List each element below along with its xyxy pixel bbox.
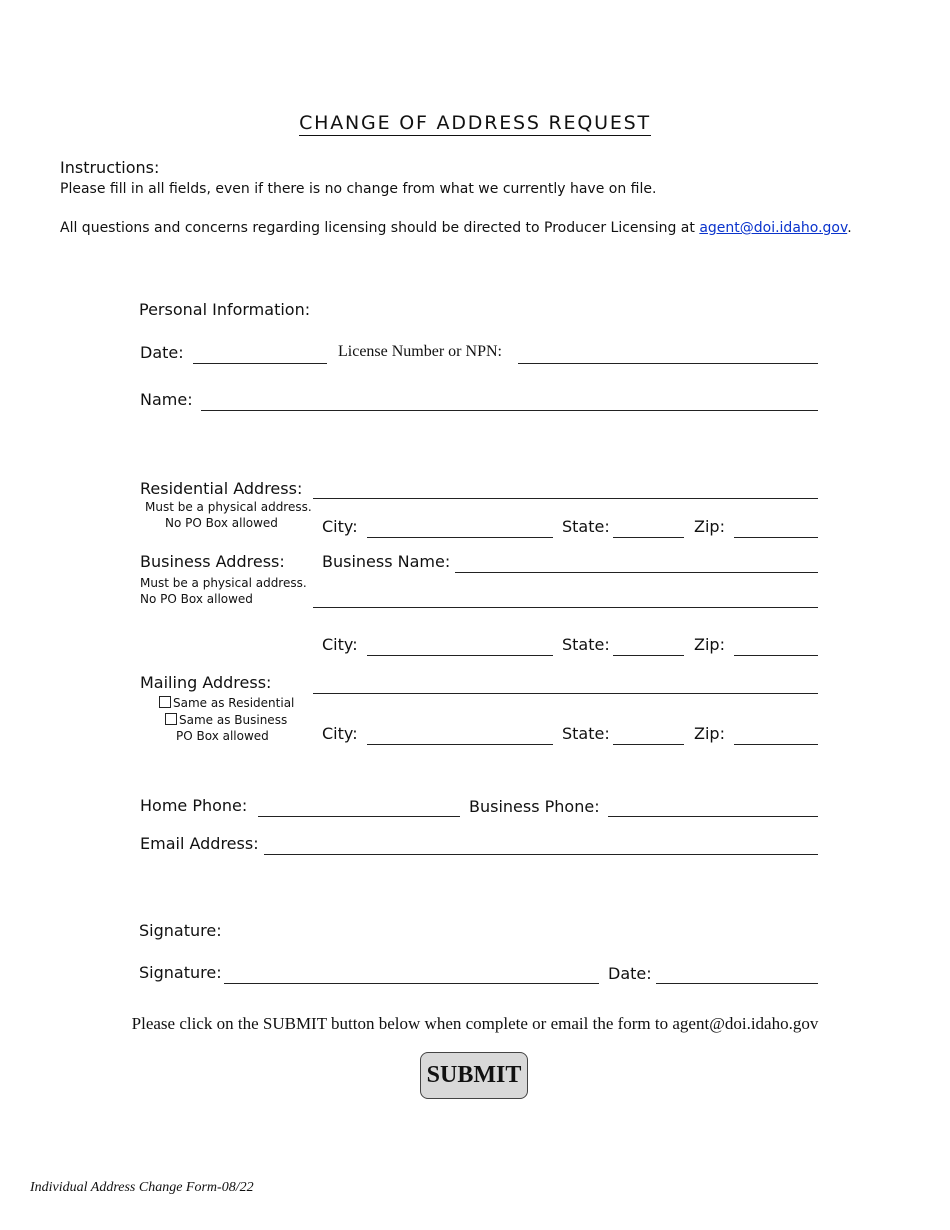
signature-date-field[interactable] (656, 983, 818, 984)
residential-note-2: No PO Box allowed (165, 516, 278, 530)
agent-email-link[interactable]: agent@doi.idaho.gov (699, 220, 848, 236)
instructions-line-2 (60, 220, 852, 236)
form-footer: Individual Address Change Form-08/22 (30, 1180, 254, 1195)
mailing-city-label: City: (322, 724, 358, 743)
residential-address-field[interactable] (313, 498, 818, 499)
business-state-field[interactable] (613, 655, 684, 656)
home-phone-field[interactable] (258, 816, 460, 817)
name-field[interactable] (201, 410, 818, 411)
submit-button[interactable]: SUBMIT (420, 1052, 528, 1099)
mailing-state-field[interactable] (613, 744, 684, 745)
business-state-label: State: (562, 635, 610, 654)
same-as-residential-checkbox[interactable] (159, 696, 171, 708)
signature-label: Signature: (139, 963, 222, 982)
personal-info-heading: Personal Information: (139, 300, 311, 319)
business-address-label: Business Address: (140, 552, 285, 571)
instructions-line-2-text: All questions and concerns regarding licensing should be directed to Producer Licensing at (60, 220, 700, 236)
license-number-label: License Number or NPN: (338, 343, 502, 360)
business-phone-field[interactable] (608, 816, 818, 817)
instructions-line-2-suffix: . (847, 220, 852, 236)
business-name-field[interactable] (455, 572, 818, 573)
business-zip-field[interactable] (734, 655, 818, 656)
mailing-address-label: Mailing Address: (140, 673, 272, 692)
business-city-label: City: (322, 635, 358, 654)
mailing-zip-label: Zip: (694, 724, 725, 743)
same-as-business-option[interactable] (165, 712, 287, 728)
signature-heading: Signature: (139, 921, 222, 940)
business-city-field[interactable] (367, 655, 553, 656)
mailing-address-field[interactable] (313, 693, 818, 694)
residential-note-1: Must be a physical address. (145, 500, 312, 514)
same-as-business-label: Same as Business (179, 713, 288, 727)
signature-field[interactable] (224, 983, 599, 984)
home-phone-label: Home Phone: (140, 796, 248, 815)
mailing-city-field[interactable] (367, 744, 553, 745)
residential-city-label: City: (322, 517, 358, 536)
date-field[interactable] (193, 363, 327, 364)
name-label: Name: (140, 390, 193, 409)
email-address-field[interactable] (264, 854, 818, 855)
license-number-field[interactable] (518, 363, 818, 364)
business-name-label: Business Name: (322, 552, 451, 571)
business-address-field[interactable] (313, 607, 818, 608)
same-as-residential-label: Same as Residential (173, 696, 295, 710)
signature-date-label: Date: (608, 964, 652, 983)
date-label: Date: (140, 343, 184, 362)
business-zip-label: Zip: (694, 635, 725, 654)
instructions-heading: Instructions: (60, 158, 160, 177)
same-as-business-checkbox[interactable] (165, 713, 177, 725)
residential-address-label: Residential Address: (140, 479, 303, 498)
page-title (0, 112, 950, 134)
email-address-label: Email Address: (140, 834, 259, 853)
mailing-state-label: State: (562, 724, 610, 743)
page-title-text: CHANGE OF ADDRESS REQUEST (299, 112, 651, 134)
residential-state-label: State: (562, 517, 610, 536)
submit-instructions: Please click on the SUBMIT button below when complete or email the form to agent@doi.idaho.gov (131, 1014, 819, 1033)
mailing-zip-field[interactable] (734, 744, 818, 745)
residential-zip-field[interactable] (734, 537, 818, 538)
same-as-residential-option[interactable] (159, 695, 294, 711)
business-note-1: Must be a physical address. (140, 576, 307, 590)
residential-zip-label: Zip: (694, 517, 725, 536)
mailing-note: PO Box allowed (176, 729, 269, 743)
business-phone-label: Business Phone: (469, 797, 600, 816)
business-note-2: No PO Box allowed (140, 592, 253, 606)
residential-city-field[interactable] (367, 537, 553, 538)
residential-state-field[interactable] (613, 537, 684, 538)
instructions-line-1: Please fill in all fields, even if there is no change from what we currently have on file. (60, 181, 657, 197)
